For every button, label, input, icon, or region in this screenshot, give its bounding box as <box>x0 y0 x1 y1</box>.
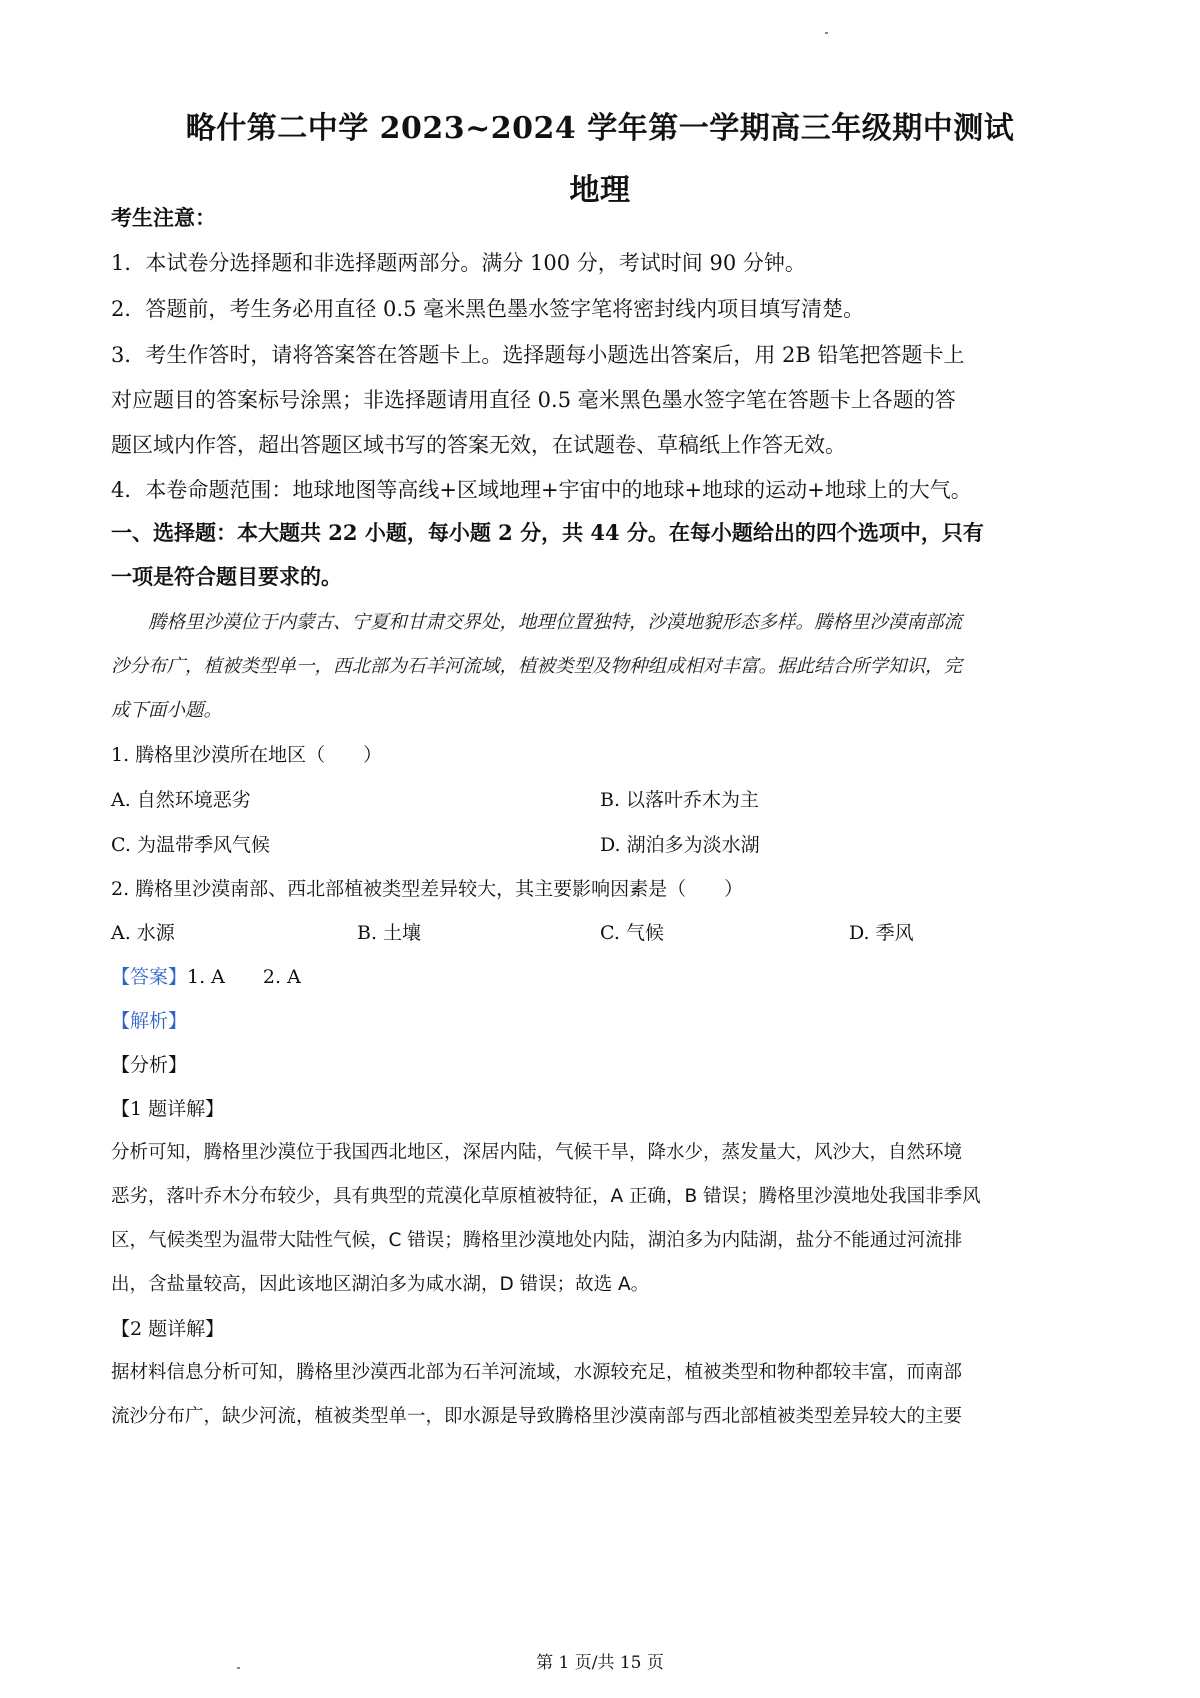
q1-option-c: C. 为温带季风气候 <box>111 834 270 856</box>
fenxi-tag: 【分析】 <box>111 1054 188 1076</box>
subject-title: 地理 <box>569 173 631 208</box>
q1-stem: 1. 腾格里沙漠所在地区（ ） <box>111 744 383 766</box>
notice-item-3-cont-1: 对应题目的答案标号涂黑；非选择题请用直径 0.5 毫米黑色墨水签字笔在答题卡上各题的答 <box>111 388 956 412</box>
q2-option-a: A. 水源 <box>111 922 175 944</box>
q1-option-a: A. 自然环境恶劣 <box>111 789 251 811</box>
answer-text: 1. A 2. A <box>187 966 301 988</box>
scan-speck <box>825 32 828 34</box>
detail-2-tag: 【2 题详解】 <box>111 1318 225 1340</box>
section-heading-1: 一、选择题：本大题共 22 小题，每小题 2 分，共 44 分。在每小题给出的四个选项中，只有 <box>111 520 984 545</box>
q2-stem: 2. 腾格里沙漠南部、西北部植被类型差异较大，其主要影响因素是（ ） <box>111 878 744 900</box>
notice-item-3-cont-2: 题区域内作答，超出答题区域书写的答案无效，在试题卷、草稿纸上作答无效。 <box>111 433 846 457</box>
notice-item-2: 2．答题前，考生务必用直径 0.5 毫米黑色墨水签字笔将密封线内项目填写清楚。 <box>111 297 865 321</box>
scan-speck <box>237 1667 240 1669</box>
detail-2-line-1: 据材料信息分析可知，腾格里沙漠西北部为石羊河流域，水源较充足，植被类型和物种都较丰富，而南部 <box>111 1362 963 1383</box>
notice-item-1: 1．本试卷分选择题和非选择题两部分。满分 100 分，考试时间 90 分钟。 <box>111 251 806 275</box>
page-footer: 第 1 页/共 15 页 <box>536 1653 664 1673</box>
q2-option-d: D. 季风 <box>849 922 914 944</box>
detail-1-line-2: 恶劣，落叶乔木分布较少，具有典型的荒漠化草原植被特征，A 正确，B 错误；腾格里沙漠地处我国非季风 <box>111 1186 981 1207</box>
notice-item-3: 3．考生作答时，请将答案答在答题卡上。选择题每小题选出答案后，用 2B 铅笔把答题卡上 <box>111 343 965 367</box>
notice-header: 考生注意： <box>111 205 216 230</box>
detail-2-line-2: 流沙分布广，缺少河流，植被类型单一，即水源是导致腾格里沙漠南部与西北部植被类型差异较大的主要 <box>111 1406 963 1427</box>
answer-tag: 【答案】 <box>111 966 188 988</box>
detail-1-line-1: 分析可知，腾格里沙漠位于我国西北地区，深居内陆，气候干旱，降水少，蒸发量大，风沙大，自然环境 <box>111 1142 963 1163</box>
detail-1-line-3: 区，气候类型为温带大陆性气候，C 错误；腾格里沙漠地处内陆，湖泊多为内陆湖，盐分不能通过河流排 <box>111 1230 963 1251</box>
material-line-1: 腾格里沙漠位于内蒙古、宁夏和甘肃交界处，地理位置独特，沙漠地貌形态多样。腾格里沙漠南部流 <box>148 612 963 633</box>
q1-option-d: D. 湖泊多为淡水湖 <box>600 834 760 856</box>
notice-item-4: 4．本卷命题范围：地球地图等高线+区域地理+宇宙中的地球+地球的运动+地球上的大气。 <box>111 478 972 502</box>
detail-1-line-4: 出，含盐量较高，因此该地区湖泊多为咸水湖，D 错误；故选 A。 <box>111 1274 650 1295</box>
q2-option-b: B. 土壤 <box>357 922 422 944</box>
section-heading-2: 一项是符合题目要求的。 <box>111 564 342 589</box>
exam-title: 略什第二中学 2023~2024 学年第一学期高三年级期中测试 <box>185 111 1015 146</box>
q2-option-c: C. 气候 <box>600 922 664 944</box>
material-line-2: 沙分布广，植被类型单一，西北部为石羊河流域，植被类型及物种组成相对丰富。据此结合所学知识，完 <box>111 656 963 677</box>
analysis-tag: 【解析】 <box>111 1010 188 1032</box>
q1-option-b: B. 以落叶乔木为主 <box>600 789 760 811</box>
material-line-3: 成下面小题。 <box>111 700 223 721</box>
answer-line <box>111 962 301 992</box>
detail-1-tag: 【1 题详解】 <box>111 1098 225 1120</box>
